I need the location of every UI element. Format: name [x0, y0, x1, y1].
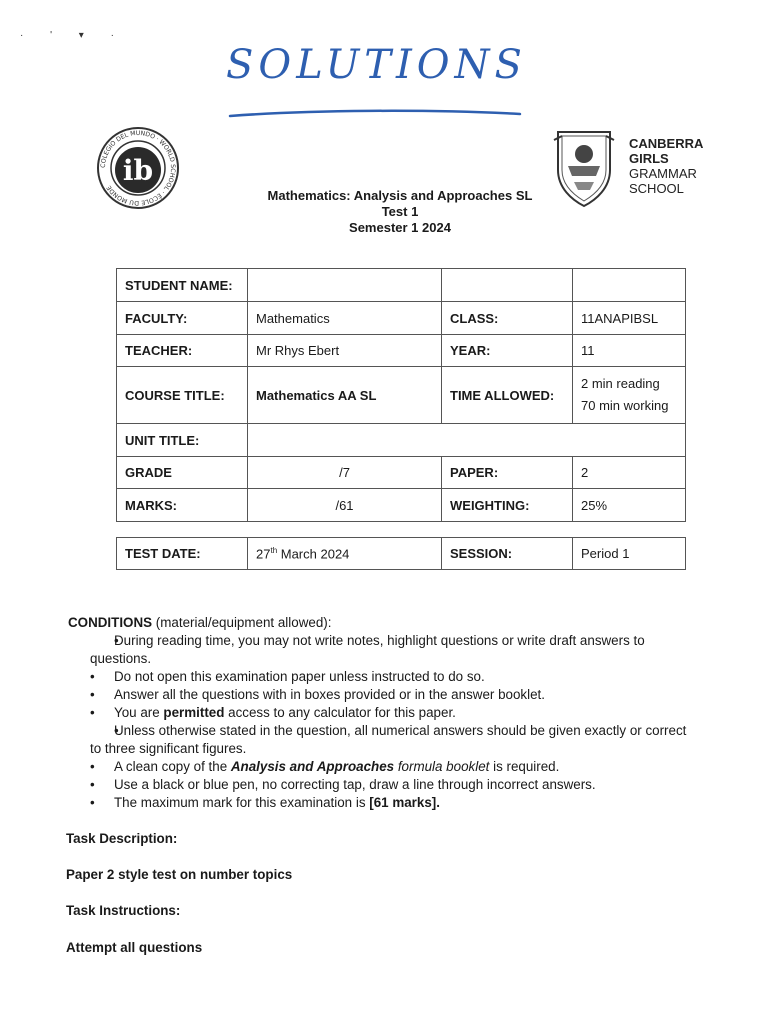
test-date-day: 27 [256, 546, 271, 562]
list-item [68, 794, 698, 812]
year-label: YEAR: [442, 335, 573, 367]
ib-logo-ring-text: COLEGIO DEL MUNDO · WORLD SCHOOL · ÉCOLE DU MONDE [99, 129, 177, 207]
test-date-value [248, 538, 442, 570]
table-row [117, 269, 686, 302]
booklet-bold: Analysis and Approaches [230, 759, 395, 774]
table-row [117, 424, 686, 457]
time-allowed-label: TIME ALLOWED: [442, 367, 573, 424]
unit-title-label: UNIT TITLE: [117, 424, 248, 457]
school-name [629, 136, 703, 196]
marks-value: /61 [248, 489, 442, 522]
list-item [68, 758, 698, 776]
permitted-pre: You are [114, 705, 164, 720]
conditions-section [68, 614, 698, 812]
exam-title-block [0, 188, 768, 236]
faculty-label: FACULTY: [117, 302, 248, 335]
test-heading: Test 1 [381, 204, 419, 219]
time-allowed-value [573, 367, 686, 424]
course-title-label: COURSE TITLE: [117, 367, 248, 424]
semester-heading: Semester 1 2024 [349, 220, 451, 235]
max-pre: The maximum mark for this examination is [114, 795, 370, 810]
task-instructions-label: Task Instructions: [66, 903, 181, 918]
test-date-table [116, 537, 686, 570]
permitted-post: access to any calculator for this paper. [224, 705, 456, 720]
school-name-line4: SCHOOL [629, 181, 684, 196]
school-name-line2: GIRLS [629, 151, 669, 166]
marks-label: MARKS: [117, 489, 248, 522]
class-label: CLASS: [442, 302, 573, 335]
time-working: 70 min working [581, 398, 669, 413]
conditions-note: (material/equipment allowed): [152, 615, 332, 630]
list-item: • During reading time, you may not write notes, highlight questions or write draft answers to questions. [68, 632, 698, 668]
max-bold: [61 marks]. [369, 795, 440, 810]
year-value: 11 [573, 335, 686, 367]
test-date-suffix: th [270, 545, 278, 555]
weighting-value: 25% [573, 489, 686, 522]
faculty-value: Mathematics [248, 302, 442, 335]
task-instructions-value: Attempt all questions [66, 940, 203, 955]
table-row [117, 489, 686, 522]
task-description-value: Paper 2 style test on number topics [66, 867, 293, 882]
empty-cell [573, 269, 686, 302]
conditions-heading [68, 614, 698, 632]
conditions-list [68, 632, 698, 812]
handwritten-underline [228, 106, 528, 122]
table-row [117, 335, 686, 367]
booklet-pre: A clean copy of the [114, 759, 231, 774]
table-row [117, 457, 686, 489]
list-item: • Answer all the questions with in boxes provided or in the answer booklet. [68, 686, 698, 704]
course-heading: Mathematics: Analysis and Approaches SL [267, 188, 533, 203]
list-item: • Unless otherwise stated in the question, all numerical answers should be given exactly or correct to three significant figures. [68, 722, 698, 758]
paper-value: 2 [573, 457, 686, 489]
permitted-bold: permitted [163, 705, 225, 720]
table-row [117, 538, 686, 570]
grade-value: /7 [248, 457, 442, 489]
unit-title-value [248, 424, 686, 457]
paper-label: PAPER: [442, 457, 573, 489]
grade-label: GRADE [117, 457, 248, 489]
school-name-line1: CANBERRA [629, 136, 704, 151]
task-description-label: Task Description: [66, 831, 178, 846]
table-row [117, 302, 686, 335]
teacher-value: Mr Rhys Ebert [248, 335, 442, 367]
handwritten-title: SOLUTIONS [226, 42, 527, 88]
teacher-label: TEACHER: [117, 335, 248, 367]
session-label: SESSION: [442, 538, 573, 570]
table-row [117, 367, 686, 424]
list-item: • Use a black or blue pen, no correcting tap, draw a line through incorrect answers. [68, 776, 698, 794]
course-title-value: Mathematics AA SL [248, 367, 442, 424]
class-value: 11ANAPIBSL [573, 302, 686, 335]
scan-marks: · ' ▾ · [20, 30, 126, 41]
booklet-post: is required. [489, 759, 560, 774]
time-reading: 2 min reading [581, 376, 660, 391]
student-name-field [248, 269, 442, 302]
booklet-italic: formula booklet [394, 759, 490, 774]
ib-logo-letters: ib [122, 154, 154, 187]
empty-cell [442, 269, 573, 302]
school-name-line3: GRAMMAR [629, 166, 697, 181]
student-info-table [116, 268, 686, 522]
session-value: Period 1 [573, 538, 686, 570]
test-date-month-year: March 2024 [277, 546, 350, 562]
list-item: • Do not open this examination paper unless instructed to do so. [68, 668, 698, 686]
student-name-label: STUDENT NAME: [117, 269, 248, 302]
list-item [68, 704, 698, 722]
conditions-title: CONDITIONS [68, 615, 153, 630]
weighting-label: WEIGHTING: [442, 489, 573, 522]
test-date-label: TEST DATE: [117, 538, 248, 570]
